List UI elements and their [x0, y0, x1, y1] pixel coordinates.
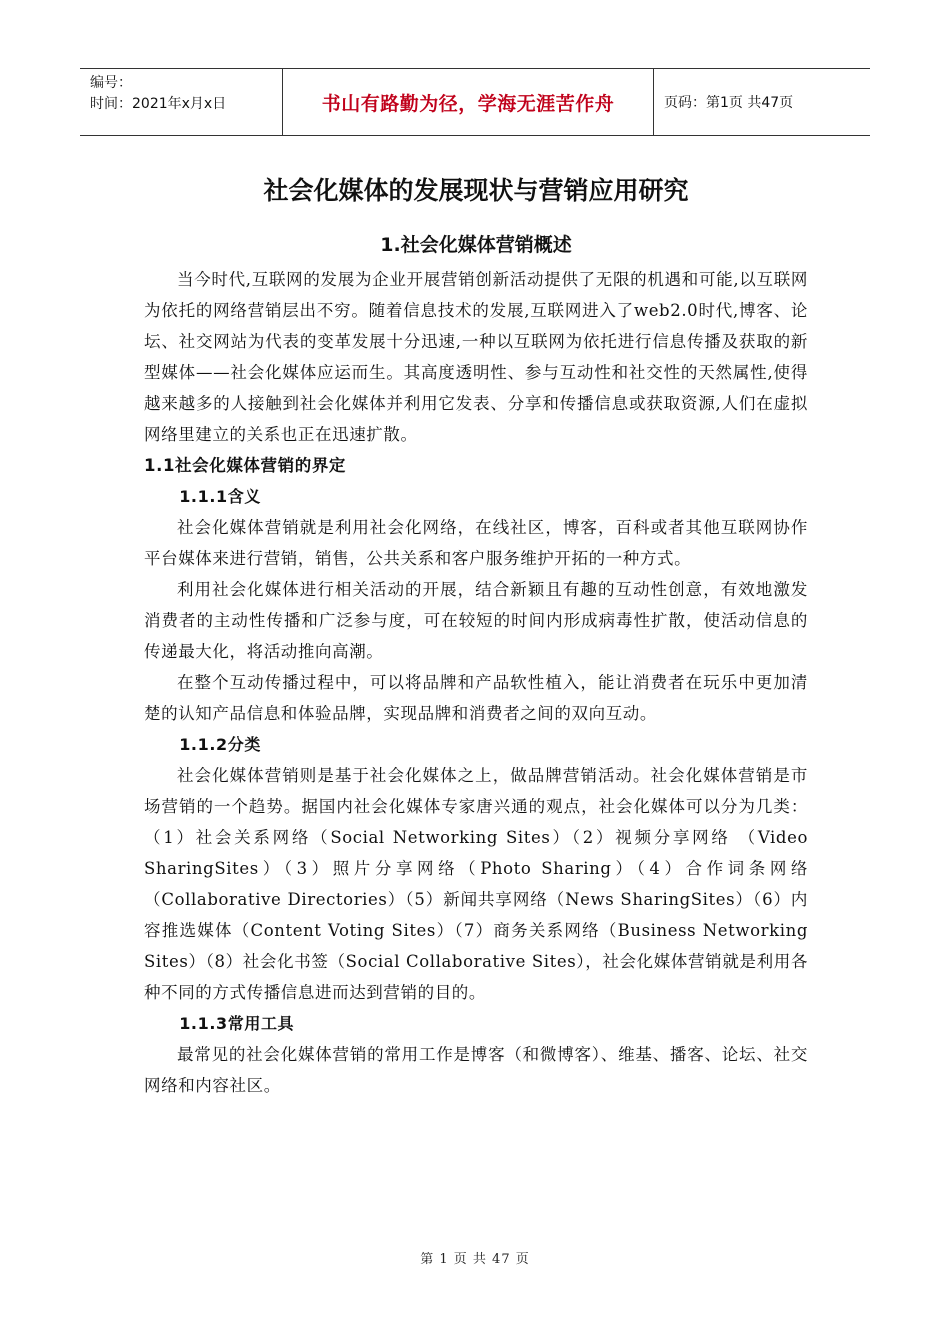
time-label: 时间：2021年x月x日	[90, 96, 227, 112]
definition-paragraph-3: 在整个互动传播过程中，可以将品牌和产品软性植入，能让消费者在玩乐中更加清楚的认知产品信息和体验品牌，实现品牌和消费者之间的双向互动。	[144, 673, 808, 723]
header-meta-cell	[80, 69, 282, 135]
motto-text: 书山有路勤为径，学海无涯苦作舟	[321, 92, 615, 115]
section-1-1-heading: 1.1社会化媒体营销的界定	[144, 456, 347, 475]
header-page-cell	[654, 69, 870, 135]
section-1-1-2-heading: 1.1.2分类	[179, 735, 261, 754]
document-header	[80, 68, 870, 136]
section-1-heading: 1.社会化媒体营销概述	[380, 234, 572, 256]
document-title: 社会化媒体的发展现状与营销应用研究	[263, 176, 689, 205]
page-info: 页码：第1页 共47页	[664, 95, 794, 111]
header-motto-cell	[282, 69, 654, 135]
section-1-1-3-heading: 1.1.3常用工具	[179, 1014, 295, 1033]
classification-paragraph: 社会化媒体营销则是基于社会化媒体之上，做品牌营销活动。社会化媒体营销是市场营销的一个趋势。据国内社会化媒体专家唐兴通的观点，社会化媒体可以分为几类：（1）社会关系网络（Social Networking Sites）（2）视频分享网络 （Video SharingSites）（3）照片分享网络（Photo Sharing）（4）合作词条网络（Collaborative Directories）（5）新闻共享网络（News SharingSites）（6）内容推选媒体（Content Voting Sites）（7）商务关系网络（Business Networking Sites）（8）社会化书签（Social Collaborative Sites），社会化媒体营销就是利用各种不同的方式传播信息进而达到营销的目的。	[144, 766, 808, 1002]
definition-paragraph-1: 社会化媒体营销就是利用社会化网络，在线社区，博客，百科或者其他互联网协作平台媒体来进行营销，销售，公共关系和客户服务维护开拓的一种方式。	[144, 518, 808, 568]
body-text	[144, 264, 808, 1101]
number-label: 编号：	[90, 75, 132, 91]
tools-paragraph: 最常见的社会化媒体营销的常用工作是博客（和微博客）、维基、播客、论坛、社交网络和内容社区。	[144, 1045, 808, 1095]
footer-page-number: 第 1 页 共 47 页	[420, 1252, 530, 1267]
definition-paragraph-2: 利用社会化媒体进行相关活动的开展，结合新颖且有趣的互动性创意，有效地激发消费者的主动性传播和广泛参与度，可在较短的时间内形成病毒性扩散，使活动信息的传递最大化，将活动推向高潮。	[144, 580, 808, 661]
document-body	[144, 160, 808, 1101]
page-footer	[0, 1248, 950, 1267]
section-1-1-1-heading: 1.1.1含义	[179, 487, 261, 506]
intro-paragraph: 当今时代,互联网的发展为企业开展营销创新活动提供了无限的机遇和可能,以互联网为依托的网络营销层出不穷。随着信息技术的发展,互联网进入了web2.0时代,博客、论坛、社交网站为代表的变革发展十分迅速,一种以互联网为依托进行信息传播及获取的新型媒体——社会化媒体应运而生。其高度透明性、参与互动性和社交性的天然属性,使得越来越多的人接触到社会化媒体并利用它发表、分享和传播信息或获取资源,人们在虚拟网络里建立的关系也正在迅速扩散。	[144, 270, 808, 444]
